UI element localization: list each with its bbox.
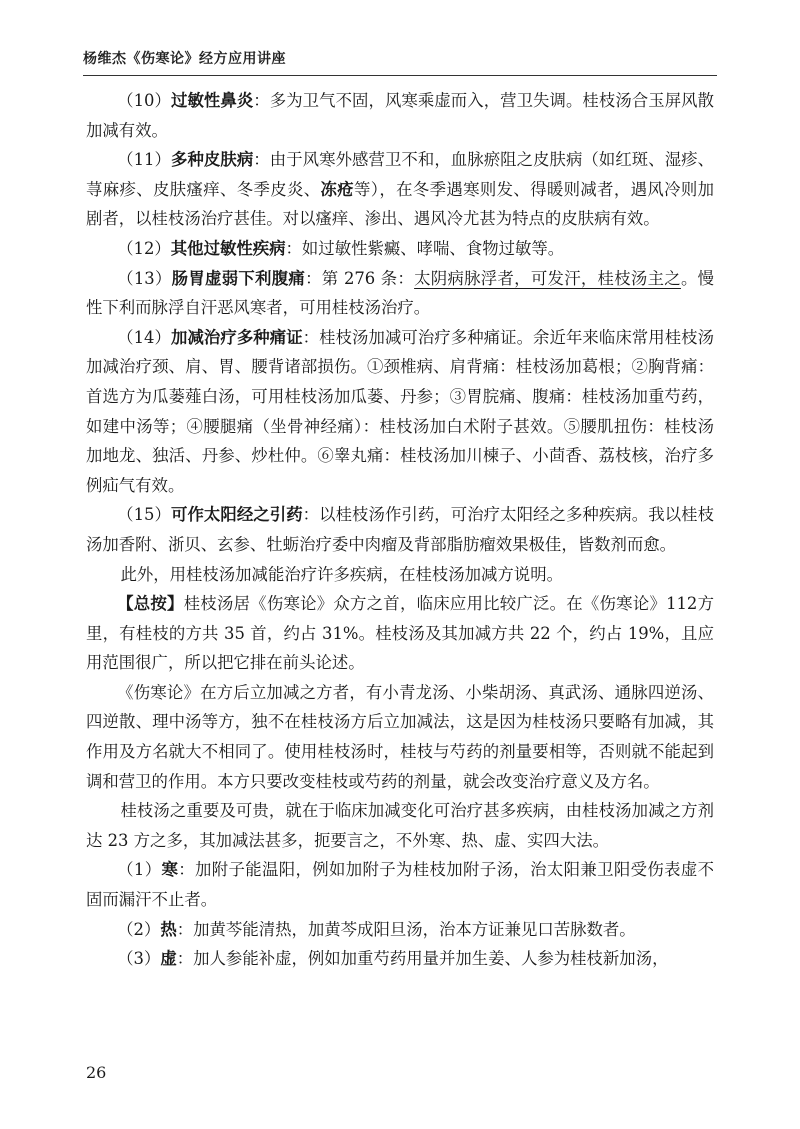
paragraph-besides: 此外，用桂枝汤加减能治疗许多疾病，在桂枝汤加减方说明。 (120, 564, 563, 584)
item-term: 加减治疗多种痛证 (171, 327, 303, 347)
page-body (86, 86, 714, 974)
header-rule (83, 75, 717, 76)
item-14 (86, 323, 714, 501)
method-number: （1） (117, 860, 162, 880)
item-term: 肠胃虚弱下利腹痛 (171, 268, 306, 288)
item-text: ：由于风寒外感营卫不和，血脉瘀阻之皮肤病（如红斑、湿疹、荨麻疹、皮肤瘙痒、冬季皮炎、 (86, 150, 715, 199)
item-number: （13） (117, 268, 172, 288)
item-term: 多种皮肤病 (171, 150, 254, 170)
method-text: ：加人参能补虚，例如加重芍药用量并加生姜、人参为桂枝新加汤， (176, 949, 669, 969)
running-header: 杨维杰《伤寒论》经方应用讲座 (83, 51, 286, 67)
underlined-quote: 太阴病脉浮者，可发汗，桂枝汤主之 (414, 268, 681, 288)
item-term: 过敏性鼻炎 (171, 91, 254, 110)
method-deficiency (86, 944, 714, 974)
method-text: ：加附子能温阳，例如加附子为桂枝加附子汤，治太阳兼卫阳受伤表虚不固而漏汗不止者。 (86, 860, 715, 910)
item-15 (86, 500, 714, 559)
item-term-inline: 冻疮 (320, 179, 355, 199)
summary-label: 【总按】 (117, 594, 184, 614)
method-term: 虚 (160, 949, 177, 969)
method-number: （3） (117, 949, 161, 969)
item-10 (86, 86, 714, 145)
item-number: （15） (117, 505, 171, 525)
paragraph-shanghan: 《伤寒论》在方后立加减之方者，有小青龙汤、小柴胡汤、真武汤、通脉四逆汤、四逆散、理中汤等方，独不在桂枝汤方后立加减法，这是因为桂枝汤只要略有加减，其作用及方名就大不相同了。使用桂枝汤时，桂枝与芍药的剂量要相等，否则就不能起到调和营卫的作用。本方只要改变桂枝或芍药的剂量，就会改变治疗意义及方名。 (86, 682, 714, 791)
item-13 (86, 264, 714, 323)
method-term: 寒 (161, 860, 179, 880)
paragraph-importance: 桂枝汤之重要及可贵，就在于临床加减变化可治疗甚多疾病，由桂枝汤加减之方剂达 23 方之多，其加减法甚多，扼要言之，不外寒、热、虚、实四大法。 (86, 801, 714, 850)
summary-paragraph (86, 589, 714, 678)
item-text: ：如过敏性紫癜、哮喘、食物过敏等。 (285, 238, 565, 258)
item-number: （12） (117, 238, 171, 258)
method-term: 热 (160, 919, 177, 939)
item-term: 可作太阳经之引药 (171, 505, 303, 525)
item-text: 等），在冬季遇寒则发、得暖则减者，遇风冷则加剧者，以桂枝汤治疗甚佳。对以瘙痒、渗出、遇风冷尤甚为特点的皮肤病有效。 (86, 179, 715, 229)
item-text: ：第 276 条： (305, 268, 415, 288)
method-cold (86, 855, 714, 914)
item-number: （11） (117, 150, 171, 170)
method-text: ：加黄芩能清热，加黄芩成阳旦汤，治本方证兼见口苦脉数者。 (176, 919, 636, 939)
item-number: （10） (117, 91, 171, 110)
method-heat (86, 915, 714, 945)
item-number: （14） (117, 327, 171, 347)
item-text: ：以桂枝汤作引药，可治疗太阳经之多种疾病。我以桂枝汤加香附、浙贝、玄参、牡蛎治疗委中肉瘤及背部脂肪瘤效果极佳，皆数剂而愈。 (86, 505, 715, 554)
item-text: ：桂枝汤加减可治疗多种痛证。余近年来临床常用桂枝汤加减治疗颈、肩、胃、腰背诸部损伤。①颈椎病、肩背痛：桂枝汤加葛根；②胸背痛：首选方为瓜蒌薤白汤，可用桂枝汤加瓜蒌、丹参；③胃脘痛、腹痛：桂枝汤加重芍药，如建中汤等；④腰腿痛（坐骨神经痛）：桂枝汤加白术附子甚效。⑤腰肌扭伤：桂枝汤加地龙、独活、丹参、炒杜仲。⑥睾丸痛：桂枝汤加川楝子、小茴香、荔枝核，治疗多例疝气有效。 (86, 327, 715, 495)
item-12 (86, 234, 714, 264)
method-number: （2） (117, 919, 161, 939)
item-11 (86, 145, 714, 234)
item-text: ：多为卫气不固，风寒乘虚而入，营卫失调。桂枝汤合玉屏风散加减有效。 (86, 91, 715, 140)
item-text: 。慢性下利而脉浮自汗恶风寒者，可用桂枝汤治疗。 (86, 268, 715, 318)
item-term: 其他过敏性疾病 (170, 238, 286, 258)
page-number: 26 (86, 1063, 107, 1082)
summary-text: 桂枝汤居《伤寒论》众方之首，临床应用比较广泛。在《伤寒论》112方里，有桂枝的方共 35 首，约占 31%。桂枝汤及其加减方共 22 个，约占 19%，且应用范围很广，所以把它排在前头论述。 (86, 594, 714, 673)
